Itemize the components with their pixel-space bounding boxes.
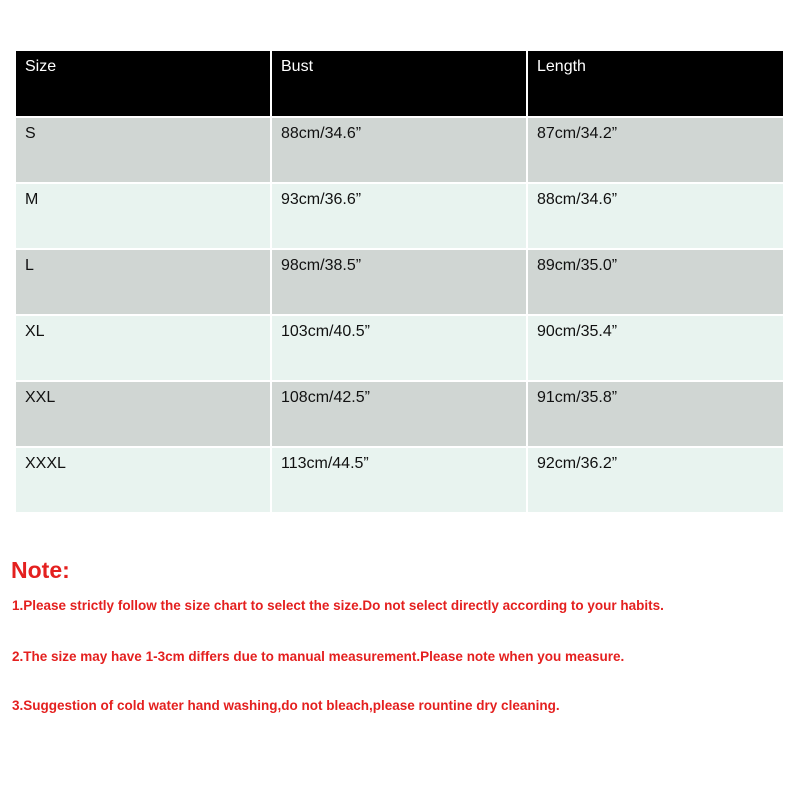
bust-cell: 88cm/34.6” <box>271 117 527 183</box>
length-cell: 88cm/34.6” <box>527 183 783 249</box>
note-line-2: 2.The size may have 1-3cm differs due to manual measurement.Please note when you measure. <box>12 649 625 664</box>
table-row <box>16 447 783 513</box>
size-cell: XXXL <box>16 447 271 513</box>
bust-cell: 98cm/38.5” <box>271 249 527 315</box>
note-title: Note: <box>11 557 70 583</box>
bust-cell: 93cm/36.6” <box>271 183 527 249</box>
note-line-1: 1.Please strictly follow the size chart to select the size.Do not select directly according to your habits. <box>12 598 664 613</box>
size-cell: M <box>16 183 271 249</box>
length-cell: 92cm/36.2” <box>527 447 783 513</box>
size-cell: S <box>16 117 271 183</box>
bust-cell: 108cm/42.5” <box>271 381 527 447</box>
length-cell: 91cm/35.8” <box>527 381 783 447</box>
header-bust: Bust <box>271 51 527 117</box>
size-cell: L <box>16 249 271 315</box>
table-row <box>16 315 783 381</box>
table-header-row <box>16 51 783 117</box>
header-length: Length <box>527 51 783 117</box>
length-cell: 90cm/35.4” <box>527 315 783 381</box>
length-cell: 89cm/35.0” <box>527 249 783 315</box>
table-row <box>16 249 783 315</box>
length-cell: 87cm/34.2” <box>527 117 783 183</box>
size-chart-table <box>16 51 783 514</box>
note-line-3: 3.Suggestion of cold water hand washing,do not bleach,please rountine dry cleaning. <box>12 698 560 713</box>
table-row <box>16 381 783 447</box>
table-row <box>16 183 783 249</box>
header-size: Size <box>16 51 271 117</box>
size-cell: XXL <box>16 381 271 447</box>
bust-cell: 113cm/44.5” <box>271 447 527 513</box>
size-cell: XL <box>16 315 271 381</box>
bust-cell: 103cm/40.5” <box>271 315 527 381</box>
table-row <box>16 117 783 183</box>
